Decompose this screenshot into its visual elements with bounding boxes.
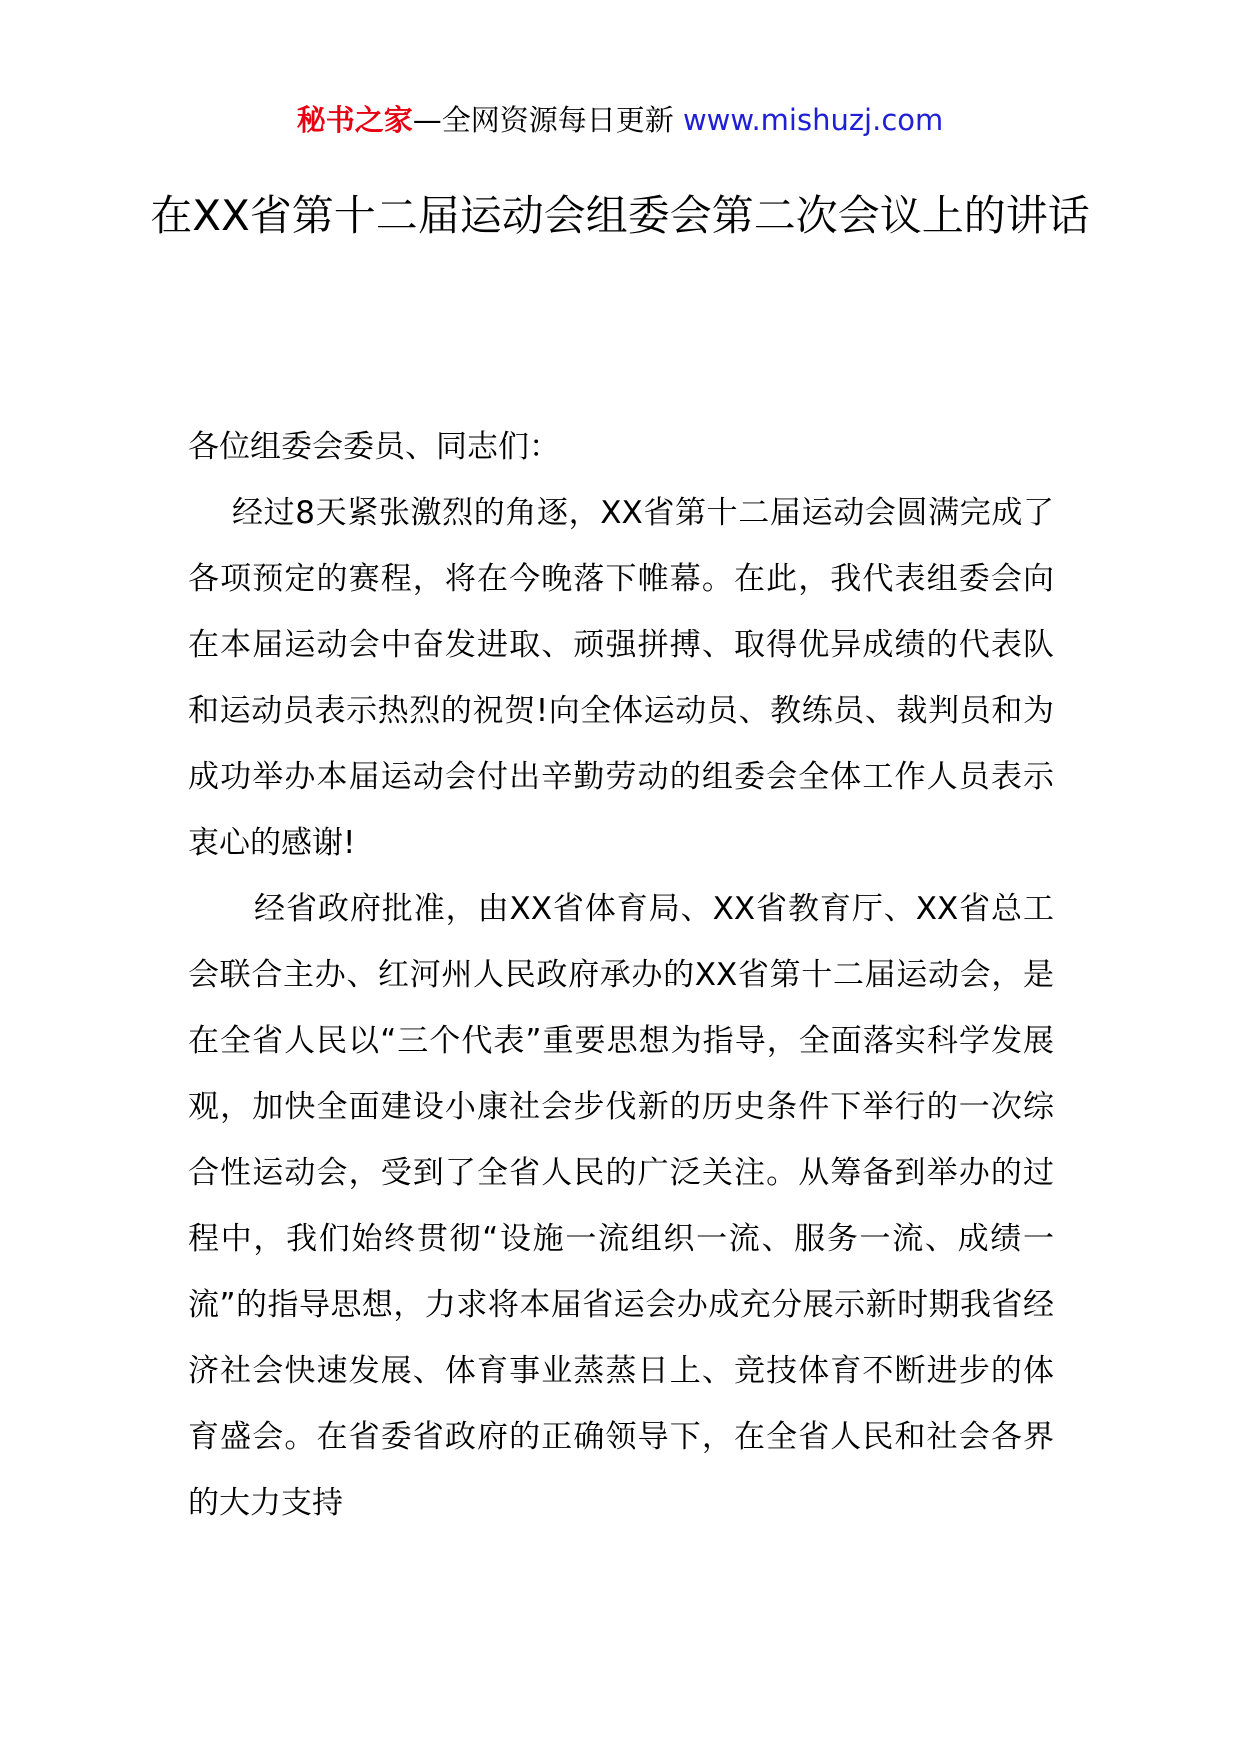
site-brand: 秘书之家 [296, 103, 413, 137]
body-paragraph: 经过8天紧张激烈的角逐，XX省第十二届运动会圆满完成了各项预定的赛程，将在今晚落下帷幕。在此，我代表组委会向在本届运动会中奋发进取、顽强拼搏、取得优异成绩的代表队和运动员表示热烈的祝贺!向全体运动员、教练员、裁判员和为成功举办本届运动会付出辛勤劳动的组委会全体工作人员表示衷心的感谢! [188, 495, 1054, 861]
document-body [188, 414, 1054, 1536]
document-title: 在XX省第十二届运动会组委会第二次会议上的讲话 [150, 191, 1090, 240]
body-paragraph: 经省政府批准，由XX省体育局、XX省教育厅、XX省总工会联合主办、红河州人民政府承办的XX省第十二届运动会，是在全省人民以“三个代表”重要思想为指导，全面落实科学发展观，加快全面建设小康社会步伐新的历史条件下举行的一次综合性运动会，受到了全省人民的广泛关注。从筹备到举办的过程中，我们始终贯彻“设施一流组织一流、服务一流、成绩一流”的指导思想，力求将本届省运会办成充分展示新时期我省经济社会快速发展、体育事业蒸蒸日上、竞技体育不断进步的体育盛会。在省委省政府的正确领导下，在全省人民和社会各界的大力支持 [188, 891, 1054, 1521]
site-tagline: —全网资源每日更新 [412, 103, 683, 137]
site-url-link[interactable]: www.mishuzj.com [682, 103, 944, 137]
site-header [0, 100, 1240, 140]
salutation: 各位组委会委员、同志们： [188, 429, 560, 465]
